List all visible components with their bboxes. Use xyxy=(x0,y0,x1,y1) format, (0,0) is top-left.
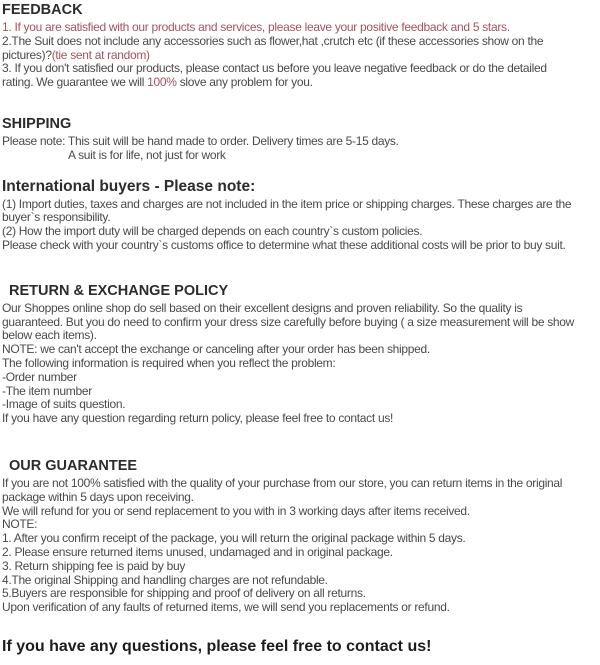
text-line xyxy=(2,329,600,343)
text-line xyxy=(2,505,600,519)
text-line xyxy=(2,35,600,49)
body-text: 4.The original Shipping and handling charges are not refundable. xyxy=(2,572,328,587)
section-shipping-heading: SHIPPING xyxy=(2,115,72,132)
text-line xyxy=(2,76,600,90)
body-text: buyer`s responsibility. xyxy=(2,210,111,225)
body-text: Please check with your country`s customs office to determine what these additional costs will be prior to buy suit. xyxy=(2,237,566,252)
description-body xyxy=(2,2,600,656)
text-line xyxy=(2,601,600,615)
text-line xyxy=(2,302,600,316)
body-text: guaranteed. But you do need to confirm your dress size carefully before buying ( a size measurement will be show xyxy=(2,314,575,329)
text-line xyxy=(2,225,600,239)
highlighted-text: (tie sent at random) xyxy=(51,47,150,62)
body-text: NOTE: we can't accept the exchange or canceling after your order has been shipped. xyxy=(2,342,430,357)
text-line xyxy=(2,412,600,426)
text-line xyxy=(2,560,600,574)
body-text: 3. If you don't satisfied our products, please contact us before you leave negative feedback or do the detailed xyxy=(2,61,547,76)
body-text: -Order number xyxy=(2,369,77,384)
text-line xyxy=(2,343,600,357)
body-text: below each items). xyxy=(2,328,97,343)
body-text: (2) How the import duty will be charged depends on each country`s custom policies. xyxy=(2,224,423,239)
text-line xyxy=(2,491,600,505)
text-line xyxy=(2,532,600,546)
body-text: (1) Import duties, taxes and charges are not included in the item price or shipping charges. These charges are the xyxy=(2,196,572,211)
body-text: -The item number xyxy=(2,383,92,398)
text-line xyxy=(2,477,600,491)
body-text: If you have any question regarding return policy, please feel free to contact us! xyxy=(2,411,394,426)
section-return-heading: RETURN & EXCHANGE POLICY xyxy=(9,282,229,299)
section-guarantee xyxy=(2,458,600,615)
section-shipping xyxy=(2,116,600,163)
body-text: Our Shoppes online shop do sell based on their excellent designs and proven reliability. So the quality is xyxy=(2,300,523,315)
body-text: 3. Return shipping fee is paid by buy xyxy=(2,558,186,573)
body-text: rating. We guarantee we will xyxy=(2,75,148,90)
text-line xyxy=(2,149,600,163)
section-return xyxy=(2,283,600,426)
text-line xyxy=(2,371,600,385)
body-text: The following information is required when you reflect the problem: xyxy=(2,355,336,370)
body-text: 5.Buyers are responsible for shipping and proof of delivery on all returns. xyxy=(2,586,366,601)
body-text: We will refund for you or send replacement to you with in 3 working days after items received. xyxy=(2,503,470,518)
text-line xyxy=(2,21,600,35)
text-line xyxy=(2,357,600,371)
body-text: slove any problem for you. xyxy=(176,75,313,90)
text-line xyxy=(2,518,600,532)
section-feedback xyxy=(2,2,600,90)
body-text: Please note: This suit will be hand made to order. Delivery times are 5-15 days. xyxy=(2,133,399,148)
body-text: pictures)? xyxy=(2,47,52,62)
text-line xyxy=(2,62,600,76)
section-feedback-heading: FEEDBACK xyxy=(2,2,83,18)
text-line xyxy=(2,316,600,330)
text-line xyxy=(2,546,600,560)
text-line xyxy=(2,398,600,412)
text-line xyxy=(2,198,600,212)
text-line xyxy=(2,587,600,601)
section-guarantee-heading: OUR GUARANTEE xyxy=(9,457,138,474)
body-text: Upon verification of any faults of returned items, we will send you replacements or refund. xyxy=(2,600,450,615)
body-text: 1. After you confirm receipt of the package, you will return the original package within 5 days. xyxy=(2,531,466,546)
text-line xyxy=(2,574,600,588)
body-text: A suit is for life, not just for work xyxy=(68,147,226,162)
text-line xyxy=(2,385,600,399)
text-line xyxy=(2,49,600,63)
body-text: -Image of suits question. xyxy=(2,397,126,412)
highlighted-text: 1. If you are satisfied with our products and services, please leave your positive feedback and 5 stars. xyxy=(2,20,510,34)
section-international xyxy=(2,177,600,253)
section-international-heading: International buyers - Please note: xyxy=(2,177,256,195)
body-text: NOTE: xyxy=(2,517,38,532)
body-text: 2.The Suit does not include any accessories such as flower,hat ,crutch etc (if these accessories show on the xyxy=(2,33,544,48)
text-line xyxy=(2,211,600,225)
text-line xyxy=(2,239,600,253)
highlighted-text: 100% xyxy=(147,75,177,90)
body-text: package within 5 days upon receiving. xyxy=(2,489,194,504)
section-closing xyxy=(2,637,600,656)
section-closing-heading: If you have any questions, please feel free to contact us! xyxy=(2,637,432,655)
text-line xyxy=(2,135,600,149)
body-text: If you are not 100% satisfied with the quality of your purchase from our store, you can return items in the original xyxy=(2,475,563,490)
body-text: 2. Please ensure returned items unused, undamaged and in original package. xyxy=(2,544,393,559)
